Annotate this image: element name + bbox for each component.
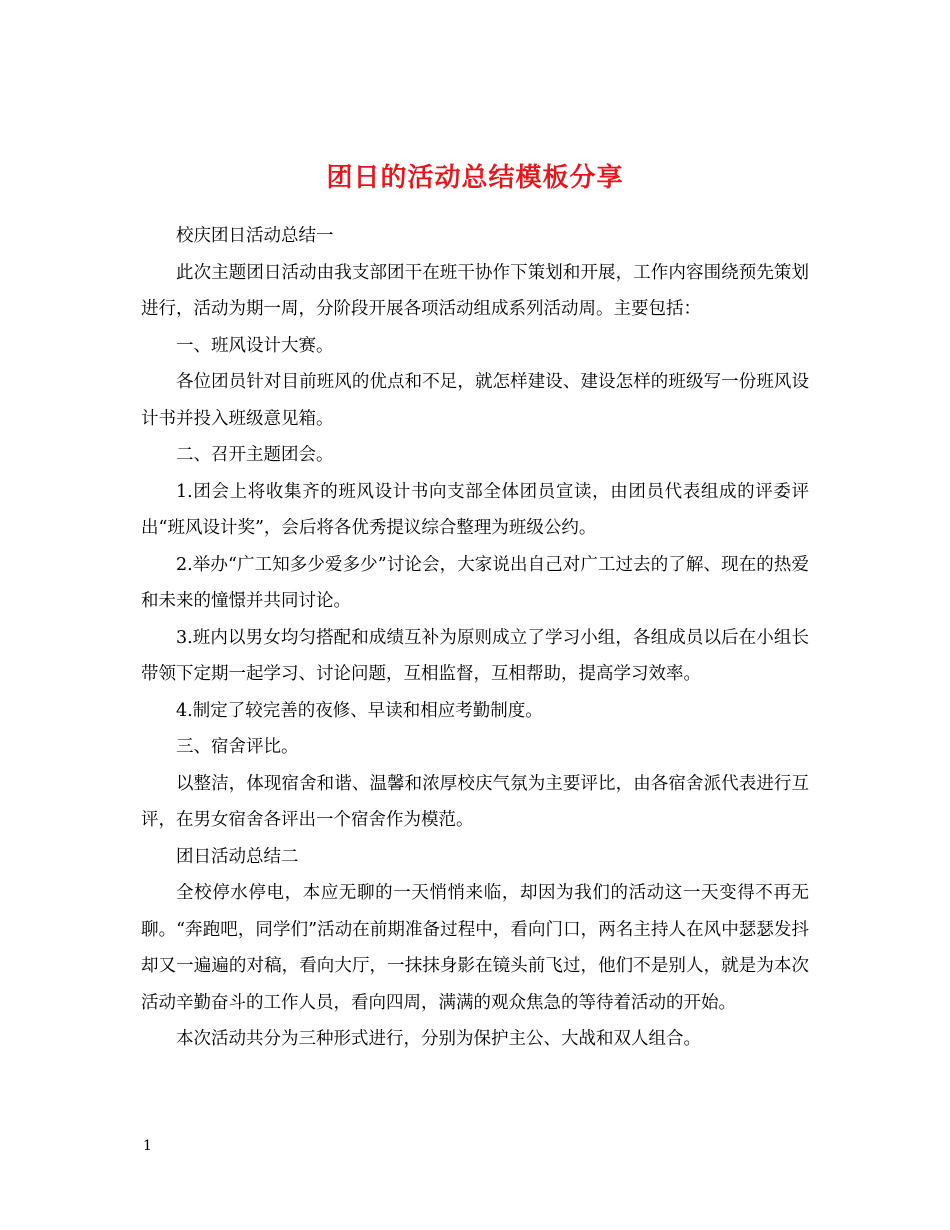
paragraph-subitem-1: 1.团会上将收集齐的班风设计书向支部全体团员宣读，由团员代表组成的评委评出“班风设计奖”，会后将各优秀提议综合整理为班级公约。 (141, 481, 809, 538)
document-body (141, 218, 809, 1058)
paragraph-intro: 此次主题团日活动由我支部团干在班干协作下策划和开展，工作内容围绕预先策划进行，活动为期一周，分阶段开展各项活动组成系列活动周。主要包括： (141, 262, 809, 319)
paragraph-subitem-4: 4.制定了较完善的夜修、早读和相应考勤制度。 (176, 700, 543, 721)
document-title: 团日的活动总结模板分享 (326, 163, 624, 194)
paragraph-item-body-1: 各位团员针对目前班风的优点和不足，就怎样建设、建设怎样的班级写一份班风设计书并投入班级意见箱。 (141, 372, 809, 429)
page-number: 1 (143, 1138, 152, 1154)
paragraph-section-2-forms: 本次活动共分为三种形式进行，分别为保护主公、大战和双人组合。 (176, 1029, 701, 1049)
paragraph-item-heading-1: 一、班风设计大赛。 (176, 335, 334, 356)
paragraph-item-heading-3: 三、宿舍评比。 (176, 737, 299, 757)
paragraph-item-heading-2: 二、召开主题团会。 (176, 445, 334, 465)
paragraph-section-2-body: 全校停水停电，本应无聊的一天悄悄来临，却因为我们的活动这一天变得不再无聊。“奔跑吧，同学们”活动在前期准备过程中，看向门口，两名主持人在风中瑟瑟发抖却又一遍遍的对稿，看向大厅，一抹抹身影在镜头前飞过，他们不是别人，就是为本次活动辛勤奋斗的工作人员，看向四周，满满的观众焦急的等待着活动的开始。 (141, 883, 809, 1013)
paragraph-subitem-2: 2.举办“广工知多少爱多少”讨论会，大家说出自己对广工过去的了解、现在的热爱和未来的憧憬并共同讨论。 (141, 554, 809, 611)
paragraph-section-heading-1: 校庆团日活动总结一 (176, 226, 334, 246)
paragraph-subitem-3: 3.班内以男女均匀搭配和成绩互补为原则成立了学习小组，各组成员以后在小组长带领下定期一起学习、讨论问题，互相监督，互相帮助，提高学习效率。 (141, 627, 809, 684)
paragraph-item-body-3: 以整洁，体现宿舍和谐、温馨和浓厚校庆气氛为主要评比，由各宿舍派代表进行互评，在男女宿舍各评出一个宿舍作为模范。 (141, 773, 809, 830)
paragraph-section-heading-2: 团日活动总结二 (176, 846, 299, 867)
